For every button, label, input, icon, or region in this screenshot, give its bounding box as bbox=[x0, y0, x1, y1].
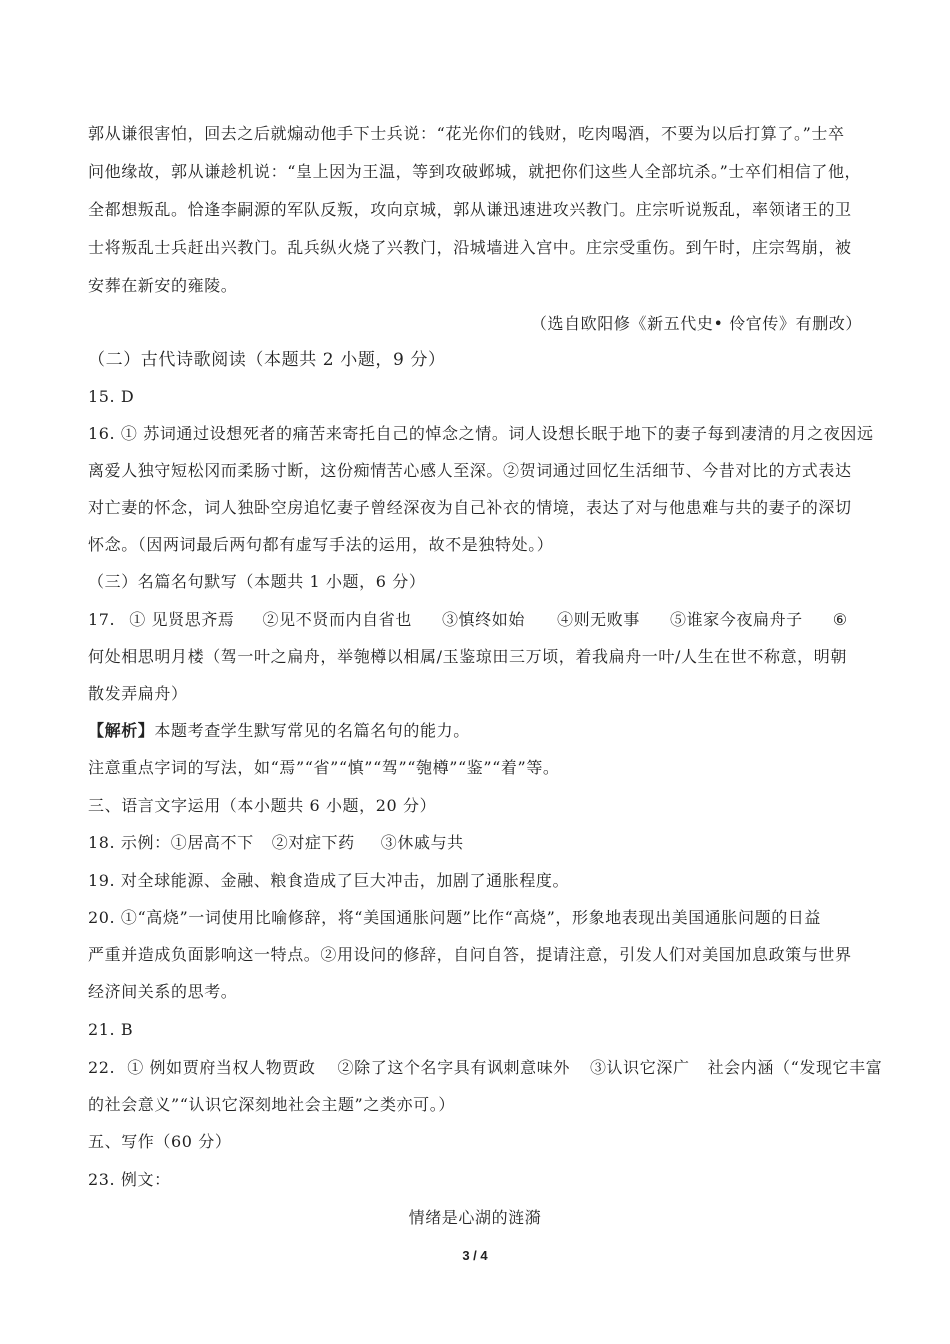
analysis-text: 本题考查学生默写常见的名篇名句的能力。 bbox=[154, 721, 470, 740]
q17-item-6: ⑥ bbox=[832, 610, 848, 629]
q18-item-2: ②对症下药 bbox=[271, 833, 355, 852]
q23-label: 23. 例文： bbox=[88, 1170, 171, 1189]
q22-number: 22. bbox=[88, 1058, 116, 1077]
q20-line-2: 严重并造成负面影响这一特点。②用设问的修辞，自问自答，提请注意，引发人们对美国加息政策与世界 bbox=[88, 945, 852, 964]
q22-item-3: ③认识它深广 bbox=[589, 1058, 690, 1077]
q17-line-2: 何处相思明月楼（驾一叶之扁舟，举匏樽以相属/玉鉴琼田三万顷，着我扁舟一叶/人生在世不称意，明朝 bbox=[88, 647, 847, 666]
section2-heading: （二）古代诗歌阅读（本题共 2 小题，9 分） bbox=[88, 350, 446, 370]
q22-item-4: 社会内涵（“发现它丰富 bbox=[707, 1058, 883, 1077]
q18-item-1: ①居高不下 bbox=[170, 833, 254, 852]
q18-line bbox=[88, 832, 464, 854]
passage-line-2: 问他缘故，郭从谦趁机说：“皇上因为王温，等到攻破邺城，就把你们这些人全部坑杀。”士卒们相信了他， bbox=[88, 162, 862, 181]
q16-line-3: 对亡妻的怀念，词人独卧空房追忆妻子曾经深夜为自己补衣的情境，表达了对与他患难与共的妻子的深切 bbox=[88, 498, 852, 517]
q18-prefix: 18. 示例： bbox=[88, 833, 171, 852]
analysis-tag: 【解析】 bbox=[88, 721, 155, 740]
q20-line-1: 20. ①“高烧”一词使用比喻修辞，将“美国通胀问题”比作“高烧”，形象地表现出美国通胀问题的日益 bbox=[88, 908, 822, 927]
q17-item-2: ②见不贤而内自省也 bbox=[262, 610, 412, 629]
q16-line-4: 怀念。（因两词最后两句都有虚写手法的运用，故不是独特处。） bbox=[88, 535, 554, 554]
q22-item-2: ②除了这个名字具有讽刺意味外 bbox=[337, 1058, 570, 1077]
q18-item-3: ③休戚与共 bbox=[380, 833, 464, 852]
q16-line-1: 16. ① 苏词通过设想死者的痛苦来寄托自己的悼念之情。词人设想长眠于地下的妻子每到凄清的月之夜因远 bbox=[88, 424, 874, 443]
q17-item-1: ① 见贤思齐焉 bbox=[129, 610, 235, 629]
passage-line-1: 郭从谦很害怕，回去之后就煽动他手下士兵说：“花光你们的钱财，吃肉喝酒，不要为以后打算了。”士卒 bbox=[88, 124, 845, 143]
q17-item-5: ⑤谁家今夜扁舟子 bbox=[669, 610, 803, 629]
q21-answer: 21. B bbox=[88, 1020, 134, 1039]
q22-item-1: ① 例如贾府当权人物贾政 bbox=[127, 1058, 316, 1077]
q17-item-3: ③慎终如始 bbox=[441, 610, 525, 629]
section3-heading: （三）名篇名句默写（本题共 1 小题，6 分） bbox=[88, 572, 426, 591]
q15-answer: 15. D bbox=[88, 387, 135, 406]
passage-line-3: 全都想叛乱。恰逢李嗣源的军队反叛，攻向京城，郭从谦迅速进攻兴教门。庄宗听说叛乱，率领诸王的卫 bbox=[88, 200, 852, 219]
page-number: 3 / 4 bbox=[462, 1248, 488, 1263]
q22-line-1 bbox=[88, 1057, 882, 1079]
q16-line-2: 离爱人独守短松冈而柔肠寸断，这份痴情苦心感人至深。②贺词通过回忆生活细节、今昔对比的方式表达 bbox=[88, 461, 852, 480]
passage-line-4: 士将叛乱士兵赶出兴教门。乱兵纵火烧了兴教门，沿城墙进入宫中。庄宗受重伤。到午时，庄宗驾崩，被 bbox=[88, 238, 852, 257]
part5-heading: 五、写作（60 分） bbox=[88, 1132, 232, 1151]
passage-source: （选自欧阳修《新五代史• 伶官传》有删改） bbox=[530, 314, 862, 333]
q17-item-4: ④则无败事 bbox=[556, 610, 640, 629]
passage-line-5: 安葬在新安的雍陵。 bbox=[88, 276, 238, 295]
q22-line-2: 的社会意义”“认识它深刻地社会主题”之类亦可。） bbox=[88, 1095, 455, 1114]
q20-line-3: 经济间关系的思考。 bbox=[88, 982, 238, 1001]
part3-heading: 三、语言文字运用（本小题共 6 小题，20 分） bbox=[88, 796, 437, 815]
q17-line-3: 散发弄扁舟） bbox=[88, 684, 188, 703]
writing-note: 注意重点字词的写法，如“焉”“省”“慎”“驾”“匏樽”“鉴”“着”等。 bbox=[88, 758, 560, 777]
q17-line-1 bbox=[88, 609, 848, 631]
analysis-line bbox=[88, 720, 470, 742]
essay-title: 情绪是心湖的涟漪 bbox=[408, 1208, 542, 1227]
q19-answer: 19. 对全球能源、金融、粮食造成了巨大冲击，加剧了通胀程度。 bbox=[88, 871, 570, 890]
q17-number: 17. bbox=[88, 610, 116, 629]
